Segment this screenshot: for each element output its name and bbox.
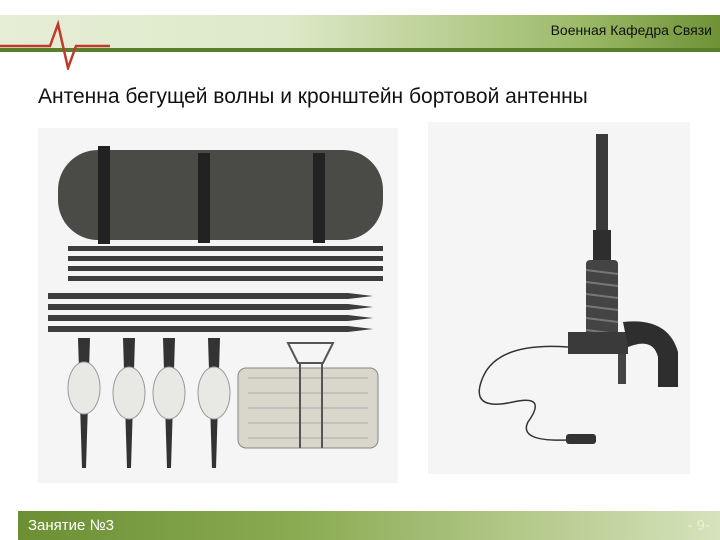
strap — [198, 153, 210, 243]
slide-title: Антенна бегущей волны и кронштейн бортовой антенны — [38, 85, 588, 108]
antenna-rods-top — [68, 246, 383, 281]
pulse-line-icon — [0, 10, 110, 70]
bracket-clamp — [623, 321, 678, 387]
spring-coil — [586, 260, 618, 340]
page-number: - 9- — [687, 517, 710, 534]
mast-tube — [596, 134, 608, 244]
strap — [98, 146, 110, 244]
cable — [479, 346, 568, 440]
base-plate — [568, 332, 628, 354]
antenna-kit-photo — [38, 128, 398, 483]
antenna-bracket-photo — [428, 122, 690, 474]
ground-pegs — [68, 338, 230, 468]
strap — [313, 153, 325, 243]
antenna-rods-pointed — [48, 293, 373, 332]
footer-bar — [18, 511, 720, 540]
header-title: Военная Кафедра Связи — [550, 22, 712, 38]
cable-connector — [566, 434, 596, 444]
wire-reel — [238, 343, 378, 448]
lesson-label: Занятие №3 — [28, 517, 115, 534]
